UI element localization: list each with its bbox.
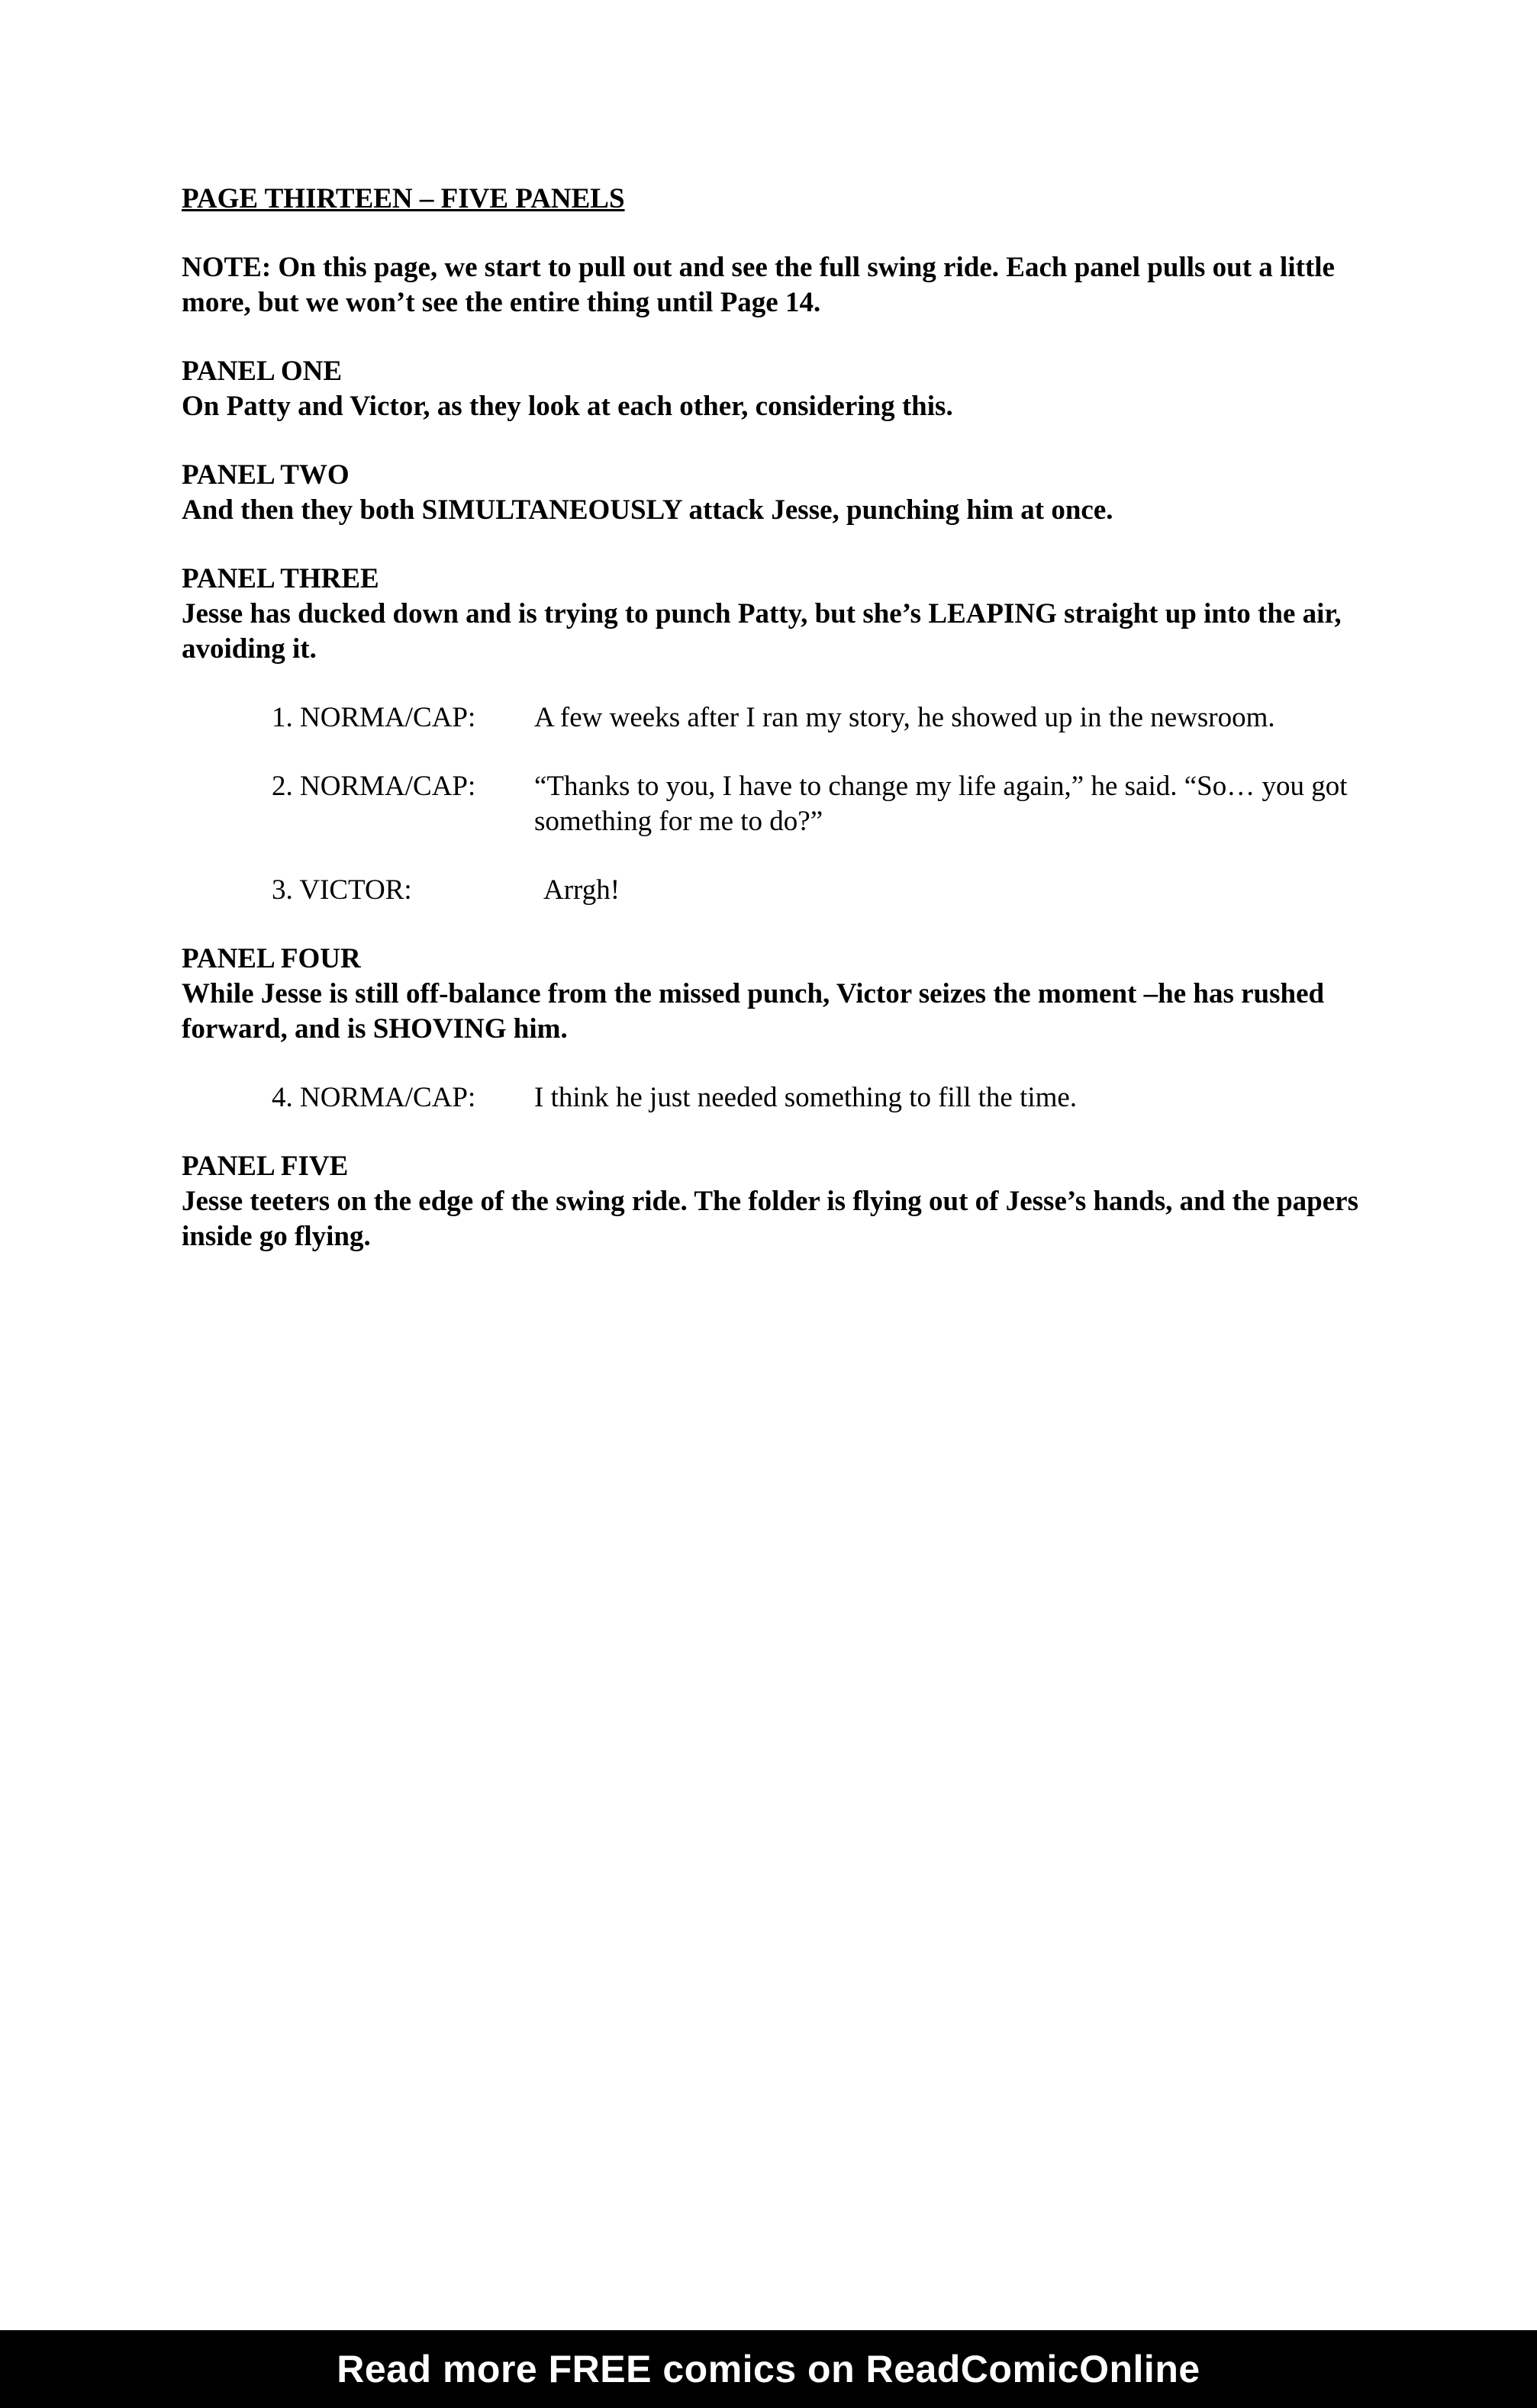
dialogue-speaker: 4. NORMA/CAP: — [272, 1082, 476, 1113]
panel-title: PANEL FIVE — [182, 1151, 349, 1182]
dialogue-line: Arrgh! — [543, 874, 620, 906]
page-note: NOTE: On this page, we start to pull out and see the full swing ride. Each panel pulls out a little more, but we won’t see the entire thing until Page 14. — [182, 252, 1335, 318]
promo-banner-text: Read more FREE comics on ReadComicOnline — [337, 2348, 1200, 2390]
dialogue-row — [182, 873, 1372, 908]
panel-three — [182, 562, 1372, 908]
dialogue-list — [182, 700, 1372, 908]
panel-description: On Patty and Victor, as they look at each other, considering this. — [182, 391, 953, 422]
dialogue-line: “Thanks to you, I have to change my life again,” he said. “So… you got something for me to do?” — [534, 771, 1348, 837]
panel-five — [182, 1149, 1372, 1254]
panel-title: PANEL THREE — [182, 563, 379, 594]
panel-description: While Jesse is still off-balance from the missed punch, Victor seizes the moment –he has rushed forward, and is SHOVING him. — [182, 978, 1325, 1045]
panel-title: PANEL ONE — [182, 356, 343, 387]
panel-four — [182, 942, 1372, 1115]
dialogue-row — [182, 769, 1372, 839]
dialogue-speaker: 1. NORMA/CAP: — [272, 702, 476, 733]
panel-description: And then they both SIMULTANEOUSLY attack Jesse, punching him at once. — [182, 494, 1113, 526]
panel-title: PANEL FOUR — [182, 943, 361, 974]
promo-banner[interactable] — [0, 2330, 1537, 2408]
panel-two — [182, 458, 1372, 528]
panel-title: PANEL TWO — [182, 459, 350, 491]
panel-one — [182, 354, 1372, 424]
dialogue-row — [182, 700, 1372, 736]
dialogue-speaker: 3. VICTOR: — [272, 874, 412, 906]
dialogue-speaker: 2. NORMA/CAP: — [272, 771, 476, 802]
page-heading: PAGE THIRTEEN – FIVE PANELS — [182, 183, 625, 214]
script-page — [182, 182, 1372, 1254]
panel-description: Jesse teeters on the edge of the swing ride. The folder is flying out of Jesse’s hands, and the papers inside go flying. — [182, 1186, 1358, 1252]
dialogue-row — [182, 1080, 1372, 1115]
dialogue-line: I think he just needed something to fill the time. — [534, 1082, 1078, 1113]
panel-description: Jesse has ducked down and is trying to punch Patty, but she’s LEAPING straight up into the air, avoiding it. — [182, 598, 1342, 665]
dialogue-line: A few weeks after I ran my story, he showed up in the newsroom. — [534, 702, 1275, 733]
dialogue-list — [182, 1080, 1372, 1115]
